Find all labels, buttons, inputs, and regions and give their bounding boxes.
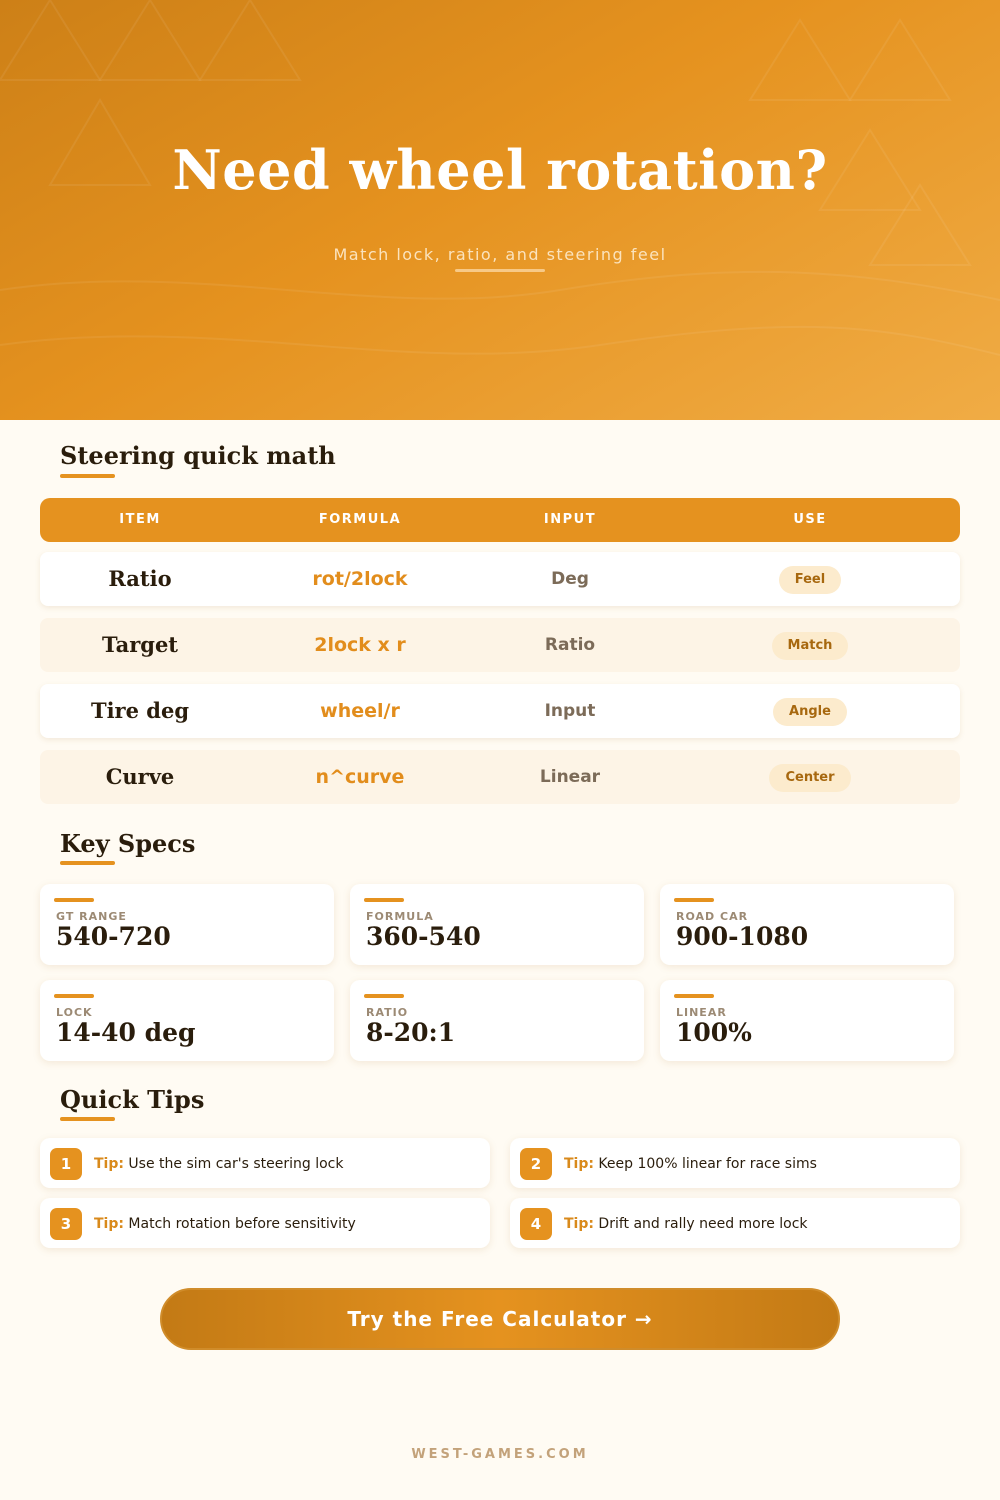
spec-card-lock bbox=[40, 980, 334, 1061]
spec-accent-bar bbox=[364, 898, 404, 902]
table-row bbox=[40, 684, 960, 738]
spec-label: RATIO bbox=[366, 1006, 409, 1019]
tips-section-title: Quick Tips bbox=[60, 1085, 205, 1114]
row-input: Input bbox=[544, 701, 596, 721]
row-use-cell bbox=[710, 684, 910, 738]
tip-prefix: Tip: bbox=[564, 1216, 594, 1232]
use-badge: Feel bbox=[779, 566, 841, 594]
row-item: Ratio bbox=[108, 566, 172, 591]
free-calculator-button[interactable]: Try the Free Calculator → bbox=[160, 1288, 840, 1350]
tip-text-line bbox=[564, 1198, 808, 1248]
tip-text: Keep 100% linear for race sims bbox=[598, 1156, 817, 1172]
math-section-underline bbox=[60, 474, 115, 478]
math-section-title: Steering quick math bbox=[60, 441, 336, 470]
spec-accent-bar bbox=[674, 994, 714, 998]
use-badge: Center bbox=[769, 764, 850, 792]
spec-accent-bar bbox=[364, 994, 404, 998]
tip-text-line bbox=[94, 1198, 356, 1248]
tip-text-line bbox=[564, 1138, 817, 1188]
row-formula: 2lock x r bbox=[314, 634, 406, 656]
tips-section-underline bbox=[60, 1117, 115, 1121]
tip-prefix: Tip: bbox=[94, 1156, 124, 1172]
row-formula: wheel/r bbox=[320, 700, 400, 722]
row-input: Linear bbox=[539, 767, 601, 787]
tip-number-badge: 1 bbox=[50, 1148, 82, 1180]
row-item: Curve bbox=[105, 764, 175, 789]
use-badge: Angle bbox=[773, 698, 847, 726]
hero-decoration bbox=[0, 0, 1000, 420]
header-item: ITEM bbox=[119, 512, 161, 527]
spec-card-ratio bbox=[350, 980, 644, 1061]
row-formula: n^curve bbox=[315, 766, 405, 788]
tip-prefix: Tip: bbox=[94, 1216, 124, 1232]
spec-value: 100% bbox=[676, 1018, 752, 1047]
spec-card-road-car bbox=[660, 884, 954, 965]
spec-value: 8-20:1 bbox=[366, 1018, 456, 1047]
table-row bbox=[40, 750, 960, 804]
tip-text: Drift and rally need more lock bbox=[598, 1216, 808, 1232]
table-row bbox=[40, 618, 960, 672]
tip-number-badge: 2 bbox=[520, 1148, 552, 1180]
row-use-cell bbox=[710, 750, 910, 804]
spec-label: LINEAR bbox=[676, 1006, 727, 1019]
header-input: INPUT bbox=[543, 512, 597, 527]
tip-card bbox=[40, 1138, 490, 1188]
table-row bbox=[40, 552, 960, 606]
hero-title: Need wheel rotation? bbox=[172, 138, 828, 202]
spec-value: 360-540 bbox=[366, 922, 481, 951]
tip-card bbox=[510, 1138, 960, 1188]
spec-card-linear bbox=[660, 980, 954, 1061]
row-item: Tire deg bbox=[90, 698, 190, 723]
row-input: Deg bbox=[551, 569, 589, 589]
spec-value: 540-720 bbox=[56, 922, 171, 951]
spec-accent-bar bbox=[54, 898, 94, 902]
row-item: Target bbox=[101, 632, 179, 657]
hero-subtitle: Match lock, ratio, and steering feel bbox=[333, 245, 667, 264]
tip-number-badge: 3 bbox=[50, 1208, 82, 1240]
math-table-header bbox=[40, 498, 960, 542]
spec-value: 14-40 deg bbox=[56, 1018, 196, 1047]
tip-card bbox=[510, 1198, 960, 1248]
spec-label: FORMULA bbox=[366, 910, 434, 923]
row-use-cell bbox=[710, 552, 910, 606]
spec-card-formula bbox=[350, 884, 644, 965]
footer-site-link[interactable]: WEST-GAMES.COM bbox=[411, 1447, 589, 1462]
use-badge: Match bbox=[772, 632, 849, 660]
tip-text: Use the sim car's steering lock bbox=[128, 1156, 344, 1172]
specs-section-title: Key Specs bbox=[60, 829, 196, 858]
header-formula: FORMULA bbox=[318, 512, 402, 527]
spec-label: GT RANGE bbox=[56, 910, 127, 923]
spec-label: ROAD CAR bbox=[676, 910, 749, 923]
spec-accent-bar bbox=[54, 994, 94, 998]
spec-label: LOCK bbox=[56, 1006, 93, 1019]
hero-banner bbox=[0, 0, 1000, 420]
tip-card bbox=[40, 1198, 490, 1248]
row-formula: rot/2lock bbox=[312, 568, 408, 590]
hero-divider bbox=[455, 269, 545, 272]
tip-text-line bbox=[94, 1138, 343, 1188]
tip-text: Match rotation before sensitivity bbox=[128, 1216, 356, 1232]
row-input: Ratio bbox=[544, 635, 596, 655]
tip-number-badge: 4 bbox=[520, 1208, 552, 1240]
tip-prefix: Tip: bbox=[564, 1156, 594, 1172]
spec-value: 900-1080 bbox=[676, 922, 809, 951]
spec-card-gt-range bbox=[40, 884, 334, 965]
spec-accent-bar bbox=[674, 898, 714, 902]
specs-section-underline bbox=[60, 861, 115, 865]
row-use-cell bbox=[710, 618, 910, 672]
header-use: USE bbox=[793, 512, 827, 527]
